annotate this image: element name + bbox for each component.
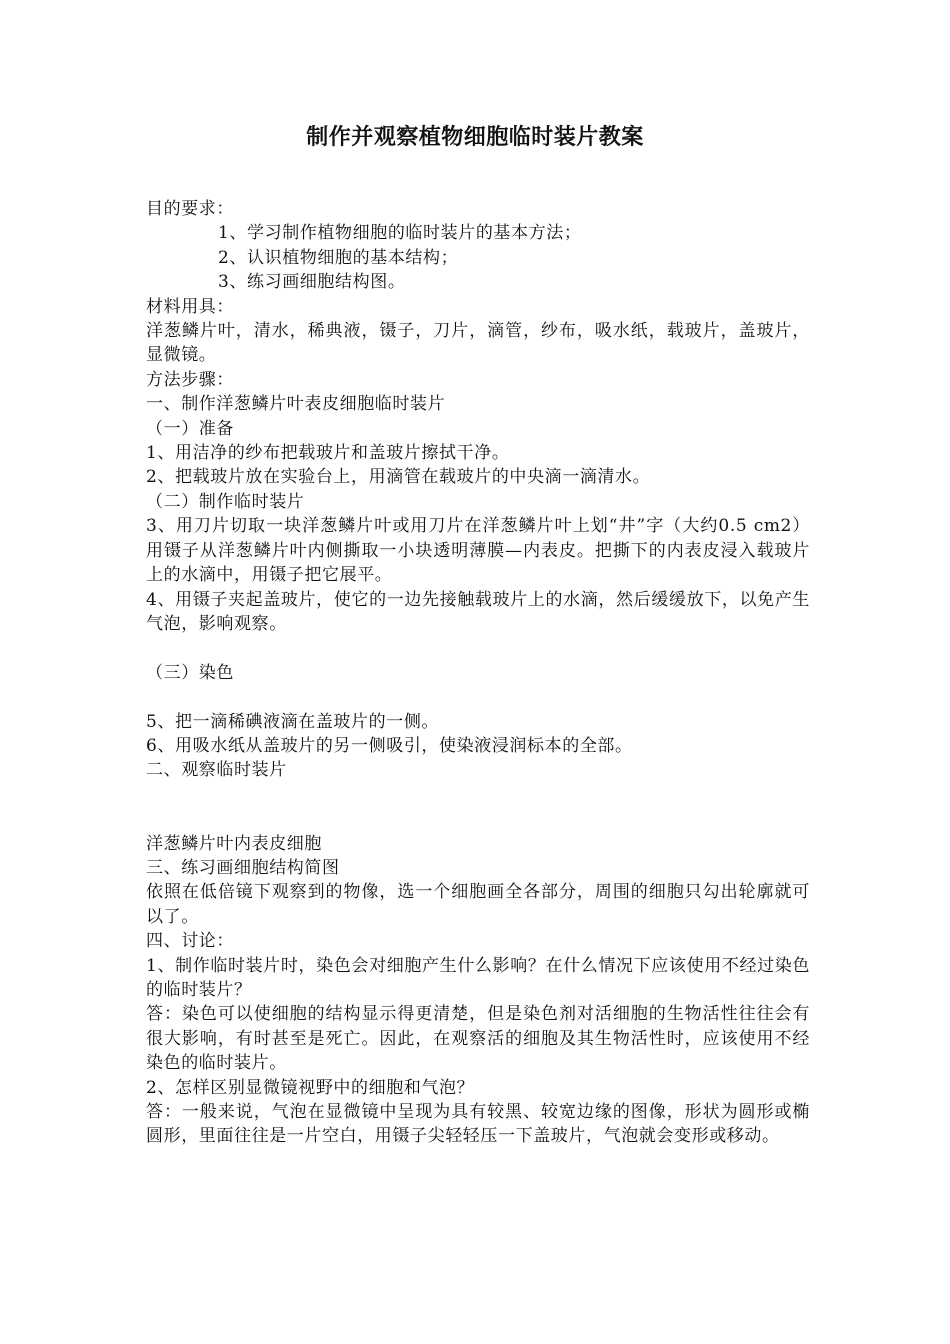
spacer: [146, 685, 810, 709]
question-2: 2、怎样区别显微镜视野中的细胞和气泡？: [146, 1077, 475, 1098]
answer-2: 答：一般来说，气泡在显微镜中呈现为具有较黑、较宽边缘的图像，形状为圆形或椭圆形，里面往往是一片空白，用镊子尖轻轻压一下盖玻片，气泡就会变形或移动。: [146, 1101, 810, 1147]
question-1: 1、制作临时装片时，染色会对细胞产生什么影响？在什么情况下应该使用不经过染色的临时装片？: [146, 955, 810, 1000]
document-title: 制作并观察植物细胞临时装片教案: [306, 125, 644, 150]
drawing-text: 依照在低倍镜下观察到的物像，选一个细胞画全各部分，周围的细胞只勾出轮廓就可以了。: [146, 882, 810, 927]
section-heading-2: 二、观察临时装片: [146, 760, 287, 781]
step-5: 5、把一滴稀碘液滴在盖玻片的一侧。: [146, 711, 440, 732]
purpose-item: 2、认识植物细胞的基本结构；: [218, 247, 459, 268]
spacer: [146, 783, 810, 832]
section-heading-4: 四、讨论：: [146, 931, 234, 952]
materials-text: 洋葱鳞片叶，清水，稀典液，镊子，刀片，滴管，纱布，吸水纸，载玻片，盖玻片，显微镜。: [146, 321, 810, 366]
purpose-item: 1、学习制作植物细胞的临时装片的基本方法；: [218, 223, 582, 244]
purpose-item: 3、练习画细胞结构图。: [218, 272, 406, 293]
section-heading-3: 三、练习画细胞结构简图: [146, 857, 340, 878]
materials-heading: 材料用具：: [146, 296, 234, 317]
answer-1: 答：染色可以使细胞的结构显示得更清楚，但是染色剂对活细胞的生物活性往往会有很大影响，有时甚至是死亡。因此，在观察活的细胞及其生物活性时，应该使用不经染色的临时装片。: [146, 1004, 810, 1074]
spacer: [146, 636, 810, 660]
step-3: 3、用刀片切取一块洋葱鳞片叶或用刀片在洋葱鳞片叶上划“井”字（大约0.5 cm2）用镊子从洋葱鳞片叶内侧撕取一小块透明薄膜—内表皮。把撕下的内表皮浸入载玻片上的水滴中，用镊子把它展平。: [146, 516, 810, 586]
step-4: 4、用镊子夹起盖玻片，使它的一边先接触载玻片上的水滴，然后缓缓放下，以免产生气泡，影响观察。: [146, 589, 810, 634]
purpose-heading: 目的要求：: [146, 199, 234, 219]
document-body: [146, 197, 810, 1149]
method-heading: 方法步骤：: [146, 369, 234, 390]
step-6: 6、用吸水纸从盖玻片的另一侧吸引，使染液浸润标本的全部。: [146, 735, 633, 756]
step-2: 2、把载玻片放在实验台上，用滴管在载玻片的中央滴一滴清水。: [146, 467, 651, 488]
section-heading-1: 一、制作洋葱鳞片叶表皮细胞临时装片: [146, 394, 446, 415]
step-1: 1、用洁净的纱布把载玻片和盖玻片擦拭干净。: [146, 443, 510, 464]
subsection-heading-make: （二）制作临时装片: [146, 491, 305, 512]
subsection-heading-stain: （三）染色: [146, 662, 234, 683]
subsection-heading-prep: （一）准备: [146, 418, 234, 439]
figure-caption: 洋葱鳞片叶内表皮细胞: [146, 833, 322, 854]
